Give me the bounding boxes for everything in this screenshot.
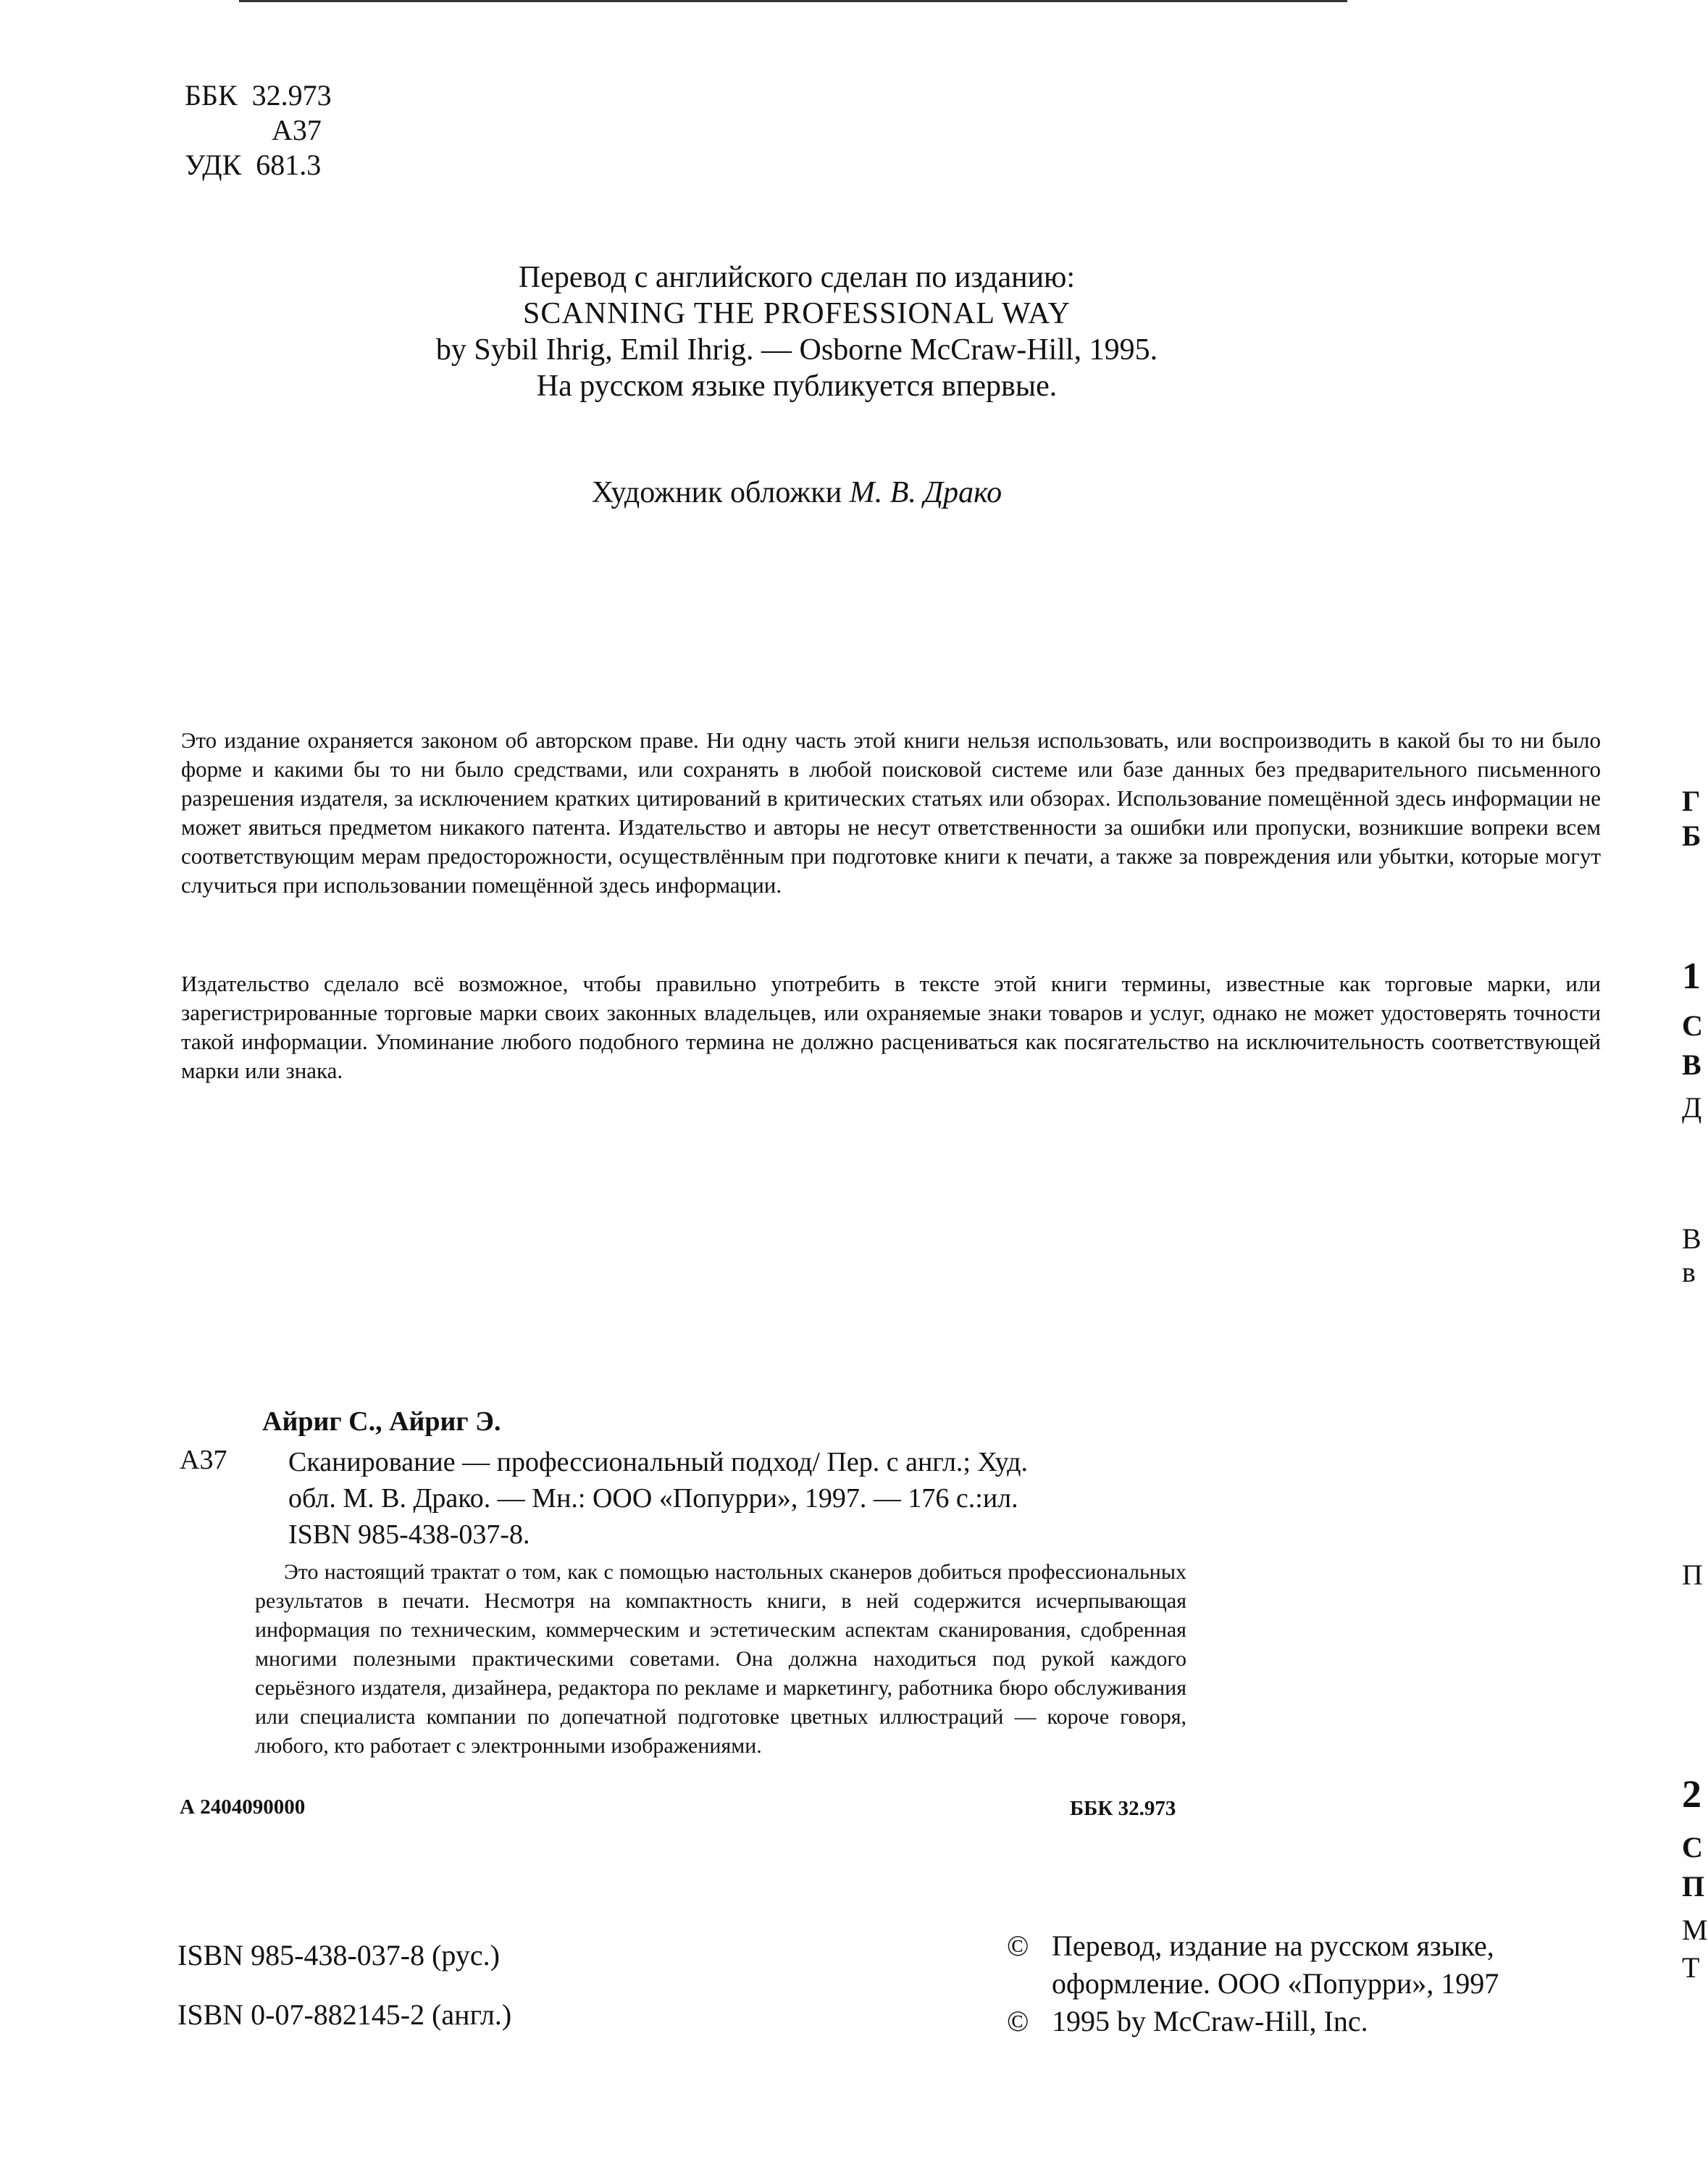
catalog-card-isbn: ISBN 985-438-037-8. <box>288 1519 530 1550</box>
copyright-notice: Это издание охраняется законом об авторском праве. Ни одну часть этой книги нельзя использовать, или воспроизводить в какой бы то ни было форме и какими бы то ни было средствами, или сохранять в любой поисковой системе или базе данных без предварительного письменного разрешения издателя, за исключением кратких цитирований в критических статьях или обзорах. Использование помещённой здесь информации не может явиться предметом никакого патента. Издательство и авторы не несут ответственности за ошибки или пропуски, возникшие вопреки всем соответствующим мерам предосторожности, осуществлённым при подготовке книги к печати, а также за повреждения или убытки, которые могут случиться при использовании помещённой здесь информации. <box>181 727 1601 898</box>
edge-letter: в <box>1682 1256 1696 1288</box>
catalog-card-authors: Айриг С., Айриг Э. <box>262 1406 501 1437</box>
edge-letter: С <box>1682 1009 1703 1042</box>
edge-letter: Т <box>1682 1951 1700 1984</box>
catalog-card-abstract: Это настоящий трактат о том, как с помощью настольных сканеров добиться профессиональных результатов в печати. Несмотря на компактность книги, в ней содержится исчерпывающая информация по техническим, коммерческим и эстетическим аспектам сканирования, сдобренная многими полезными практическими советами. Она должна находиться под рукой каждого серьёзного издателя, дизайнера, редактора по рекламе и маркетингу, работника бюро обслуживания или специалиста компании по допечатной подготовке цветных иллюстраций — короче говоря, любого, кто работает с электронными изображениями. <box>255 1560 1186 1758</box>
classification-block <box>185 78 332 183</box>
edge-letter: В <box>1682 1222 1701 1255</box>
translation-note <box>0 259 1594 404</box>
catalog-card-title-line: Сканирование — профессиональный подход/ Пер. с англ.; Худ. <box>288 1447 1029 1477</box>
edge-letter: 1 <box>1682 956 1701 997</box>
cover-artist-label: Художник обложки <box>591 476 842 509</box>
copyright-icon: © <box>1007 1929 1029 1962</box>
edge-letter: С <box>1682 1831 1703 1864</box>
original-title: SCANNING THE PROFESSIONAL WAY <box>523 297 1071 330</box>
copyright-line-3: 1995 by McCraw-Hill, Inc. <box>1052 2005 1368 2037</box>
isbn-block <box>177 1926 511 2045</box>
bbk-code: ББК 32.973 <box>185 79 332 112</box>
udk-code: УДК 681.3 <box>185 149 322 181</box>
edge-letter: М <box>1682 1914 1708 1946</box>
catalog-card-index: А37 <box>180 1445 227 1475</box>
catalog-code-bbk: ББК 32.973 <box>1070 1797 1176 1820</box>
copyright-line-1: Перевод, издание на русском языке, <box>1052 1929 1494 1962</box>
top-rule <box>239 0 1347 2</box>
edge-letter: П <box>1682 1870 1705 1903</box>
edge-letter: Д <box>1682 1091 1702 1124</box>
original-authors: by Sybil Ihrig, Emil Ihrig. — Osborne McCraw-Hill, 1995. <box>435 333 1158 367</box>
translation-source-label: Перевод с английского сделан по изданию: <box>518 261 1076 294</box>
isbn-russian: ISBN 985-438-037-8 (рус.) <box>177 1939 500 1972</box>
copyright-block <box>1007 1927 1499 2040</box>
catalog-card-description <box>288 1444 1186 1553</box>
edge-letter: В <box>1682 1048 1701 1081</box>
first-edition-note: На русском языке публикуется впервые. <box>536 370 1058 403</box>
copyright-icon: © <box>1007 2005 1029 2037</box>
edge-letter: Б <box>1682 819 1701 852</box>
copyright-line-2: оформление. ООО «Попурри», 1997 <box>1052 1967 1499 2000</box>
edge-letter: Г <box>1682 785 1701 817</box>
cover-artist-name: М. В. Драко <box>849 476 1002 509</box>
catalog-code-a: А 2404090000 <box>180 1795 306 1819</box>
trademark-notice: Издательство сделало всё возможное, чтобы правильно употребить в тексте этой книги термины, известные как торговые марки, или зарегистрированные торговые марки своих законных владельцев, или охраняемые знаки товаров и услуг, однако не может удостоверять точности такой информации. Упоминание любого подобного термина не должно расцениваться как посягательство на исключительность соответствующей марки или знака. <box>181 971 1601 1083</box>
catalog-card-publisher-line: обл. М. В. Драко. — Мн.: ООО «Попурри», 1997. — 176 с.:ил. <box>288 1483 1018 1514</box>
edge-letter: 2 <box>1682 1772 1701 1816</box>
isbn-english: ISBN 0-07-882145-2 (англ.) <box>177 1998 512 2031</box>
edge-letter: П <box>1682 1559 1703 1591</box>
cover-artist <box>0 475 1594 510</box>
author-mark: А37 <box>272 114 322 146</box>
